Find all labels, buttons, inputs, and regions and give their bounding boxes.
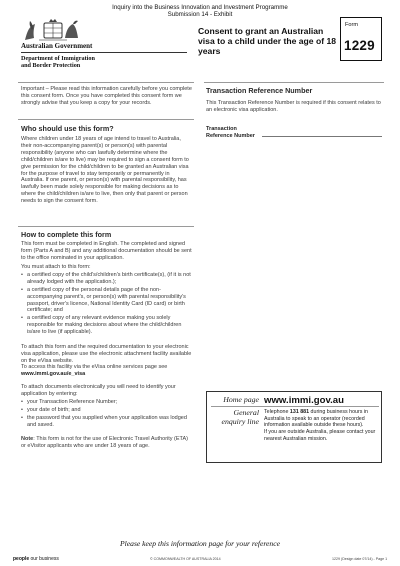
- form-number: 1229: [344, 38, 375, 53]
- list-item: • a certified copy of any relevant evidence making you solely responsible for making decisions about where the child/children is/are to live (if applicable).: [21, 315, 193, 336]
- phone-line: [264, 409, 380, 429]
- attach-list: [21, 272, 193, 336]
- outside-australia-text: If you are outside Australia, please contact your nearest Australian mission.: [264, 429, 376, 442]
- who-divider: [18, 119, 194, 120]
- footer-slogan: [13, 556, 59, 562]
- important-text: Important – Please read this information carefully before you complete this consent form. Once you have completed this consent form we strongly advise that you keep a copy for your records.: [21, 86, 192, 106]
- government-name: Australian Government: [21, 42, 93, 50]
- phone-suffix: during business hours in Australia to speak to an operator (recorded information available outside these hours).: [264, 409, 368, 429]
- form-label: Form: [345, 22, 359, 28]
- inquiry-line-1: Inquiry into the Business Innovation and Investment Programme: [112, 4, 288, 11]
- how-heading: How to complete this form: [21, 230, 112, 239]
- department-name: [21, 55, 191, 70]
- note-body: : This form is not for the use of Electronic Travel Authority (ETA) or eVisitor applicants who are under 18 years of age.: [21, 436, 189, 449]
- footer-copyright: © COMMONWEALTH OF AUSTRALIA 2014: [150, 557, 221, 561]
- trn-text: This Transaction Reference Number is required if this consent relates to an electronic visa application.: [206, 100, 381, 113]
- trn-heading: Transaction Reference Number: [206, 86, 313, 95]
- identify-intro: To attach documents electronically you will need to identify your application by entering:: [21, 384, 176, 397]
- phone-number[interactable]: 131 881: [289, 409, 310, 415]
- identify-section: [21, 384, 193, 428]
- how-text: This form must be completed in English. The completed and signed form (Parts A and B) and any additional documentation should be sent to the office nominated in your application.: [21, 241, 192, 261]
- trn-field-label: Transaction Reference Number: [206, 126, 255, 139]
- enquiry-label-line-1: General: [233, 408, 259, 417]
- note-label: Note: [21, 436, 34, 442]
- identify-list: [21, 399, 193, 429]
- footer-slogan-rest: our business: [29, 556, 59, 562]
- attach-electronic-text: To attach this form and the required documentation to your electronic visa application, please use the electronic attachment facility available on the eVisa website.: [21, 344, 192, 364]
- home-page-link[interactable]: www.immi.gov.au: [264, 395, 344, 406]
- department-line-1: Department of Immigration: [21, 55, 95, 62]
- access-text: To access this facility via the eVisa online services page see: [21, 364, 168, 370]
- enquiry-label: [211, 409, 259, 426]
- department-line-2: and Border Protection: [21, 62, 81, 70]
- department-divider: [21, 52, 187, 53]
- list-item: • the password that you supplied when your application was lodged and saved.: [21, 415, 193, 429]
- how-divider: [18, 226, 194, 227]
- form-number-box: [340, 17, 382, 61]
- contact-box: [206, 391, 382, 463]
- enquiry-label-line-2: enquiry line: [221, 416, 259, 426]
- note-text: [21, 436, 193, 450]
- phone-prefix: Telephone: [264, 409, 290, 415]
- footer-form-ref: 1229 (Design date 07/14) - Page 1: [332, 557, 388, 561]
- keep-page-note: Please keep this information page for your reference: [120, 539, 280, 548]
- attach-intro: You must attach to this form:: [21, 264, 91, 270]
- trn-input-field[interactable]: [262, 126, 382, 137]
- enquiry-text: [264, 409, 380, 443]
- coat-of-arms-logo: [21, 18, 87, 42]
- list-item: • your date of birth; and: [21, 407, 193, 414]
- left-top-divider: [18, 82, 194, 83]
- list-item: • a certified copy of the child's/children's birth certificate(s), (if it is not already lodged with the application.);: [21, 272, 193, 286]
- right-top-divider: [204, 82, 384, 83]
- list-item: • your Transaction Reference Number;: [21, 399, 193, 406]
- list-item: • a certified copy of the personal details page of the non-accompanying parent's, or person(s) with parental responsibility's passport, driver's licence, National Identity Card (ID card) or birth certificate; and: [21, 287, 193, 315]
- inquiry-line-2: Submission 14 - Exhibit: [167, 11, 233, 19]
- footer-slogan-bold: people: [13, 556, 30, 562]
- evisa-link[interactable]: www.immi.gov.au/e_visa: [21, 371, 86, 377]
- who-text: Where children under 18 years of age intend to travel to Australia, their non-accompanying parent(s) or person(s) with parental responsibility (anyone who can lawfully determine where the child/children is/are to live) may be required to sign a consent form to give permission for the child/children to be granted an Australian visa for the purpose of travel to stay temporarily or permanently in Australia. If one parent, or person(s) with parental responsibility, has lawfully been made solely responsible for making decisions as to where the child/children is/are to live, then only that parent or person needs to sign the consent form.: [21, 136, 189, 205]
- attach-section: [21, 264, 193, 336]
- home-page-label: Home page: [223, 395, 259, 404]
- contact-divider: [211, 406, 379, 407]
- who-heading: Who should use this form?: [21, 124, 114, 133]
- form-title: Consent to grant an Australian visa to a child under the age of 18 years: [198, 26, 337, 57]
